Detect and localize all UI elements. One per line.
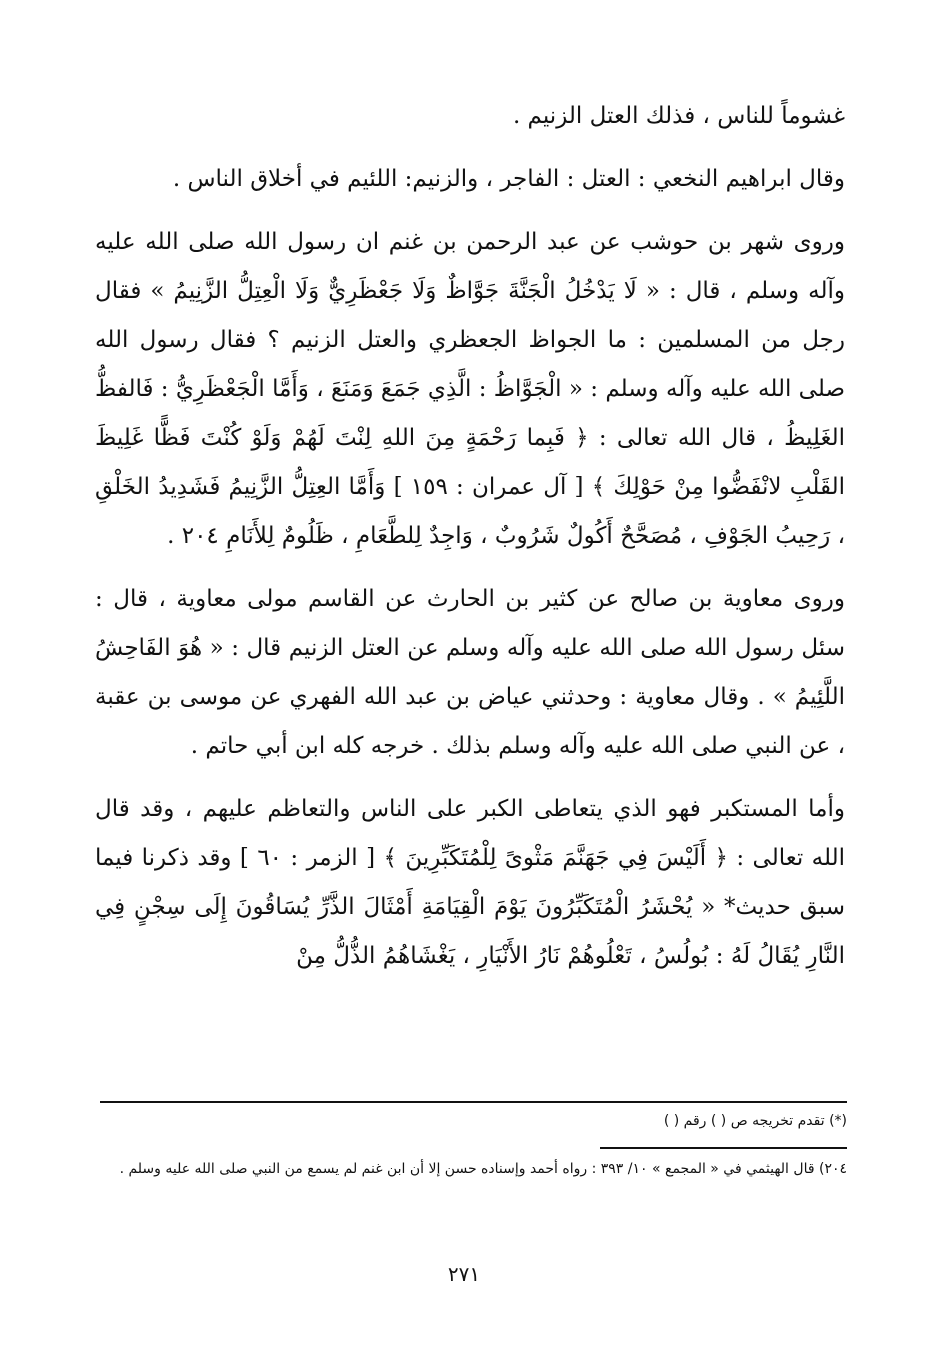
paragraph-1: غشوماً للناس ، فذلك العتل الزنيم . [512, 103, 845, 129]
paragraph-5: وأما المستكبر فهو الذي يتعاطى الكبر على الناس والتعاظم عليهم ، وقد قال الله تعالى : ﴿ أَلَيْسَ فِي جَهَنَّمَ مَثْوىً لِلْمُتَكَبِّرِينَ ﴾ [ الزمر : ٦٠ ] وقد ذكرنا فيما سبق حديث* « يُحْشَرُ الْمُتَكَبِّرُونَ يَوْمَ الْقِيَامَةِ أَمْثَالَ الذَّرِّ يُسَاقُونَ إِلَى سِجْنٍ فِي النَّارِ يُقَالُ لَهُ : بُولُسُ ، تَعْلُوهُمْ نَارُ الأَنْيَارِ ، يَغْشَاهُمُ الذُّلُّ مِنْ [95, 796, 845, 969]
paragraph-3: وروى شهر بن حوشب عن عبد الرحمن بن غنم ان رسول الله صلى الله عليه وآله وسلم ، قال : « لَا يَدْخُلُ الْجَنَّةَ جَوَّاظٌ وَلَا جَعْظَرِيٌّ وَلَا الْعِتِلُّ الزَّنِيمُ » فقال رجل من المسلمين : ما الجواظ الجعظري والعتل الزنيم ؟ فقال رسول الله صلى الله عليه وآله وسلم : « الْجَوَّاظُ : الَّذِي جَمَعَ وَمَنَعَ ، وَأَمَّا الْجَعْظَرِيُّ : فَالفظُّ الغَلِيظُ ، قال الله تعالى : ﴿ فَبِما رَحْمَةٍ مِنَ اللهِ لِنْتَ لَهُمْ وَلَوْ كُنْتَ فَظًّا غَلِيظَ القَلْبِ لانْفَضُّوا مِنْ حَوْلِكَ ﴾ [ آل عمران : ١٥٩ ] وَأَمَّا العِتِلُّ الزَّنِيمُ فَشَدِيدُ الخَلْقِ ، رَحِيبُ الجَوْفِ ، مُصَحَّحٌ أَكُولٌ شَرُوبٌ ، وَاجِدٌ لِلطَّعَامِ ، ظَلُومٌ لِلأَنَامِ ٢٠٤ . [95, 229, 845, 549]
footnote-204: ٢٠٤) قال الهيثمي في « المجمع » ١٠/ ٣٩٣ : رواه أحمد وإسناده حسن إلا أن ابن غنم لم يسمع من النبي صلى الله عليه وسلم . [119, 1161, 847, 1177]
footnote-divider [100, 1101, 847, 1103]
footnote-divider-short [600, 1147, 847, 1149]
paragraph-2: وقال ابراهيم النخعي : العتل : الفاجر ، والزنيم: اللئيم في أخلاق الناس . [172, 166, 845, 192]
paragraph-4: وروى معاوية بن صالح عن كثير بن الحارث عن القاسم مولى معاوية ، قال : سئل رسول الله صلى الله عليه وآله وسلم عن العتل الزنيم قال : « هُوَ الفَاحِشُ اللَّئِيمُ » . وقال معاوية : وحدثني عياض بن عبد الله الفهري عن موسى بن عقبة ، عن النبي صلى الله عليه وآله وسلم بذلك . خرجه كله ابن أبي حاتم . [95, 586, 845, 759]
footnote-star: (*) تقدم تخريجه ص ( ) رقم ( ) [663, 1113, 847, 1129]
main-text [95, 92, 845, 981]
page-number: ٢٧١ [447, 1262, 481, 1286]
